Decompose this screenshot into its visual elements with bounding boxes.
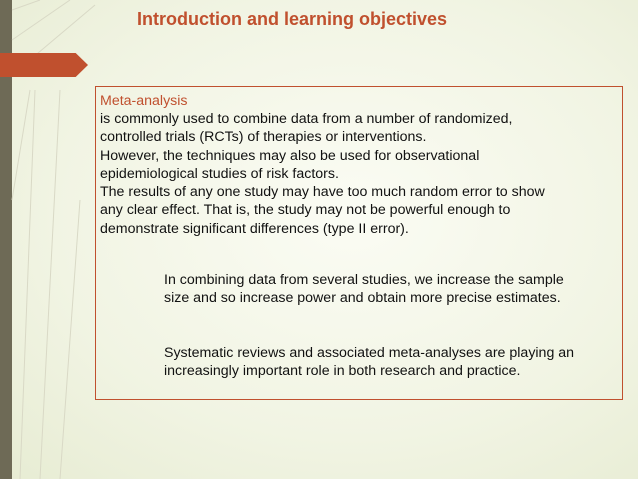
- text-line: The results of any one study may have too much random error to show: [100, 184, 545, 201]
- section-heading: Meta-analysis: [100, 93, 188, 109]
- deco-line: [20, 90, 35, 479]
- text-line: is commonly used to combine data from a number of randomized,: [100, 111, 513, 127]
- deco-line: [40, 90, 60, 479]
- deco-line: [12, 90, 30, 200]
- text-line: However, the techniques may also be used for observational: [100, 147, 480, 164]
- text-line: controlled trials (RCTs) of therapies or interventions.: [100, 129, 427, 146]
- deco-line: [60, 200, 80, 479]
- deco-line: [12, 0, 40, 10]
- systematic-paragraph: [164, 344, 620, 381]
- text-line: Systematic reviews and associated meta-analyses are playing an: [164, 345, 575, 361]
- text-line: In combining data from several studies, we increase the sample: [164, 272, 564, 288]
- slide-title: Introduction and learning objectives: [137, 9, 448, 29]
- combine-paragraph: [164, 271, 614, 308]
- text-line: epidemiological studies of risk factors.: [100, 165, 339, 182]
- text-line: any clear effect. That is, the study may not be powerful enough to: [100, 202, 511, 219]
- text-line: demonstrate significant differences (type II error).: [100, 220, 409, 237]
- content-box: [95, 86, 623, 400]
- accent-arrow: [0, 53, 88, 77]
- text-line: size and so increase power and obtain more precise estimates.: [164, 290, 561, 307]
- text-line: increasingly important role in both research and practice.: [164, 363, 521, 380]
- intro-paragraph: [100, 110, 620, 238]
